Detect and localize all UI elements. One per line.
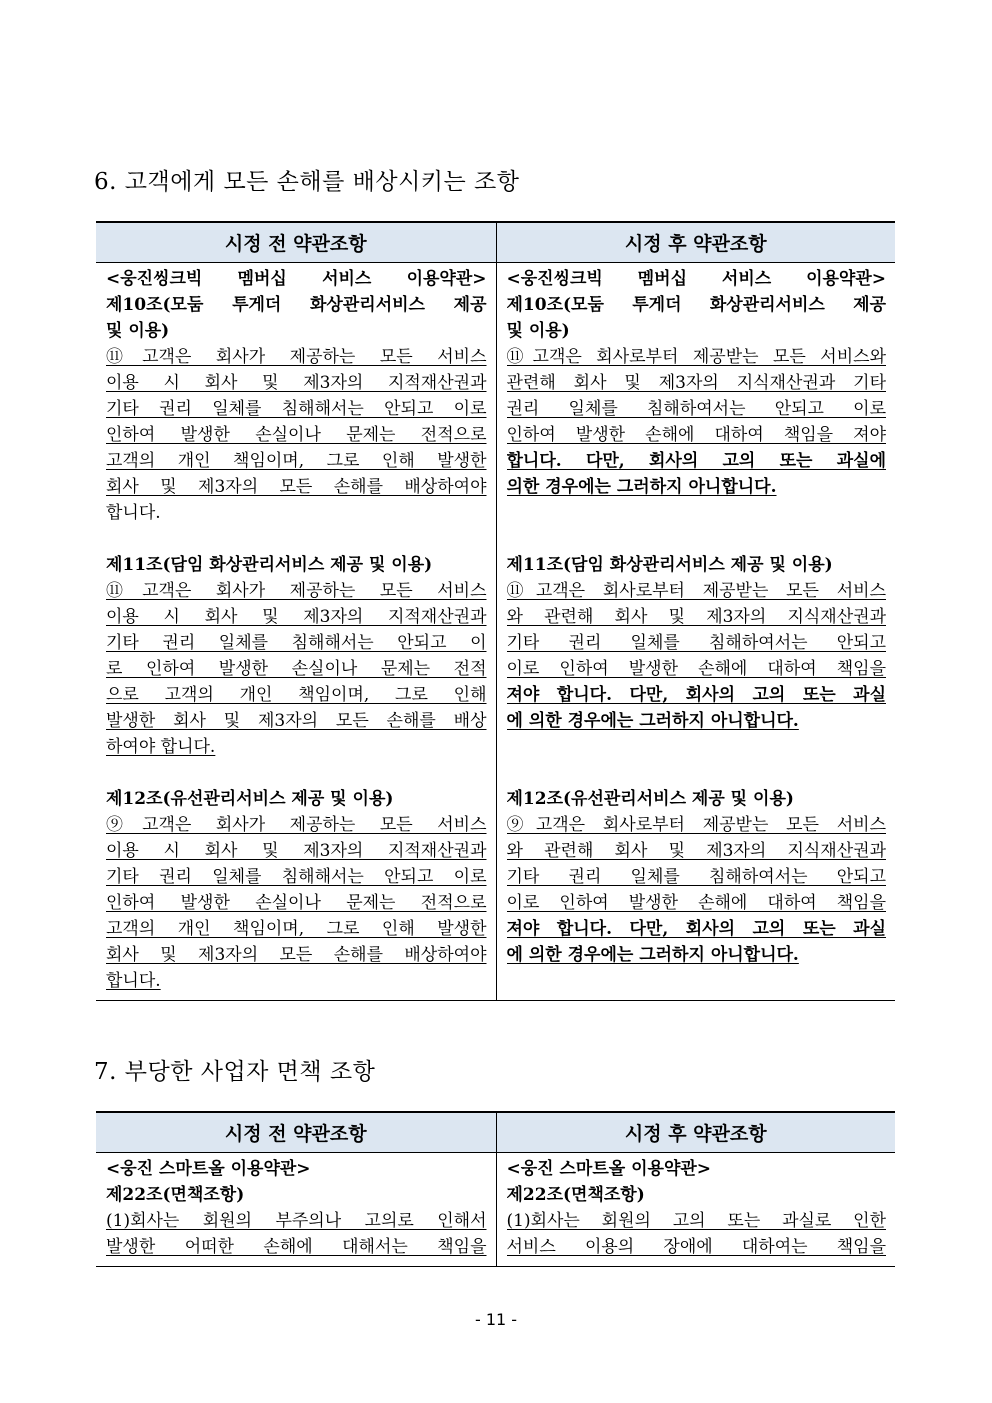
clause-line: 에 의한 경우에는 그러하지 아니합니다. [506, 711, 799, 731]
clause-line: 이용 시 회사 및 제3자의 지적재산권과 [106, 841, 487, 861]
header-before: 시정 전 약관조항 [96, 222, 496, 263]
clause-line: ⑪고객은 회사가 제공하는 모든 서비스 [106, 347, 487, 367]
header-after: 시정 후 약관조항 [496, 1112, 895, 1153]
article-title: 및 이용) [106, 321, 170, 341]
clause-line: ⑨고객은 회사로부터 제공받는 모든 서비스 [506, 815, 886, 835]
clause-block [507, 552, 887, 734]
article-title: 제11조(담임 화상관리서비스 제공 및 이용) [106, 555, 433, 575]
clause-line: 와 관련해 회사 및 제3자의 지식재산권과 [506, 841, 886, 861]
clause-block [507, 266, 887, 500]
clause-line: 으로 고객의 개인 책임이며, 그로 인해 [106, 685, 487, 705]
terms-document-name: <웅진씽크빅 멤버십 서비스 이용약관> [106, 269, 487, 289]
clause-line: 져야 합니다. 다만, 회사의 고의 또는 과실 [506, 919, 886, 939]
clause-line: ⑪고객은 회사로부터 제공받는 모든 서비스와 [506, 347, 886, 367]
article-title: 제11조(담임 화상관리서비스 제공 및 이용) [506, 555, 833, 575]
clause-block [106, 266, 487, 526]
before-clauses-cell [96, 1153, 496, 1267]
article-title: 제22조(면책조항) [106, 1185, 245, 1205]
clause-line: 고객의 개인 책임이며, 그로 인해 발생한 [106, 919, 487, 939]
clause-line: 하여야 합니다. [106, 737, 216, 757]
clause-line: 이용 시 회사 및 제3자의 지적재산권과 [106, 607, 487, 627]
clause-block [106, 1156, 487, 1260]
clause-line: 이용 시 회사 및 제3자의 지적재산권과 [106, 373, 487, 393]
clause-line: 와 관련해 회사 및 제3자의 지식재산권과 [506, 607, 886, 627]
clause-line: 인하여 발생한 손실이나 문제는 전적으로 [106, 425, 487, 445]
clause-block [507, 786, 887, 968]
terms-document-name: <웅진 스마트올 이용약관> [106, 1159, 311, 1179]
header-before: 시정 전 약관조항 [96, 1112, 496, 1153]
clause-line: 인하여 발생한 손실이나 문제는 전적으로 [106, 893, 487, 913]
article-title: 제12조(유선관리서비스 제공 및 이용) [106, 789, 394, 809]
clause-line: 기타 권리 일체를 침해하여서는 안되고 [506, 633, 886, 653]
clause-line: 권리 일체를 침해하여서는 안되고 이로 [506, 399, 886, 419]
clause-line: 에 의한 경우에는 그러하지 아니합니다. [506, 945, 799, 965]
clause-line: 발생한 회사 및 제3자의 모든 손해를 배상 [106, 711, 487, 731]
clause-block [507, 1156, 887, 1260]
article-title: 제22조(면책조항) [506, 1185, 645, 1205]
article-title: 제10조(모둠 투게더 화상관리서비스 제공 [106, 295, 487, 315]
clause-line: 회사 및 제3자의 모든 손해를 배상하여야 [106, 945, 487, 965]
page-number: - 11 - [474, 1310, 518, 1329]
clause-line: 기타 권리 일체를 침해해서는 안되고 이로 [106, 399, 487, 419]
after-clauses-cell [496, 263, 895, 1001]
clause-line: 서비스 이용의 장애에 대하여는 책임을 [506, 1237, 886, 1257]
clause-line: ⑪고객은 회사가 제공하는 모든 서비스 [106, 581, 487, 601]
article-title: 제10조(모둠 투게더 화상관리서비스 제공 [506, 295, 886, 315]
clause-block [106, 552, 487, 760]
clause-line: 합니다. 다만, 회사의 고의 또는 과실에 [506, 451, 886, 471]
clause-line: 의한 경우에는 그러하지 아니합니다. [506, 477, 777, 497]
section-6-title: 6. 고객에게 모든 손해를 배상시키는 조항 [94, 169, 520, 195]
clause-line: 이로 인하여 발생한 손해에 대하여 책임을 [506, 893, 886, 913]
clause-line: 회사 및 제3자의 모든 손해를 배상하여야 [106, 477, 487, 497]
terms-document-name: <웅진씽크빅 멤버십 서비스 이용약관> [506, 269, 886, 289]
clause-line: 합니다. [106, 971, 161, 991]
clause-line: 져야 합니다. 다만, 회사의 고의 또는 과실 [506, 685, 886, 705]
clause-line: 인하여 발생한 손해에 대하여 책임을 져야 [506, 425, 886, 445]
clause-line: (1)회사는 회원의 고의 또는 과실로 인한 [506, 1211, 886, 1231]
section-6-comparison-table [96, 221, 895, 1001]
article-title: 제12조(유선관리서비스 제공 및 이용) [506, 789, 794, 809]
after-clauses-cell [496, 1153, 895, 1267]
clause-line: 합니다. [106, 503, 161, 523]
article-title: 및 이용) [506, 321, 570, 341]
header-after: 시정 후 약관조항 [496, 222, 895, 263]
clause-line: 기타 권리 일체를 침해해서는 안되고 이로 [106, 867, 487, 887]
terms-document-name: <웅진 스마트올 이용약관> [506, 1159, 712, 1179]
clause-line: 로 인하여 발생한 손실이나 문제는 전적 [106, 659, 487, 679]
clause-line: ⑪고객은 회사로부터 제공받는 모든 서비스 [506, 581, 886, 601]
clause-block [106, 786, 487, 994]
clause-line: (1)회사는 회원의 부주의나 고의로 인해서 [106, 1211, 487, 1231]
clause-line: 관련해 회사 및 제3자의 지식재산권과 기타 [506, 373, 886, 393]
clause-line: 발생한 어떠한 손해에 대해서는 책임을 [106, 1237, 487, 1257]
clause-line: 기타 권리 일체를 침해해서는 안되고 이 [106, 633, 487, 653]
clause-line: 기타 권리 일체를 침해하여서는 안되고 [506, 867, 886, 887]
clause-line: ⑨고객은 회사가 제공하는 모든 서비스 [106, 815, 487, 835]
section-7-comparison-table [96, 1111, 895, 1267]
section-7-title: 7. 부당한 사업자 면책 조항 [94, 1059, 376, 1085]
clause-line: 이로 인하여 발생한 손해에 대하여 책임을 [506, 659, 886, 679]
clause-line: 고객의 개인 책임이며, 그로 인해 발생한 [106, 451, 487, 471]
before-clauses-cell [96, 263, 496, 1001]
